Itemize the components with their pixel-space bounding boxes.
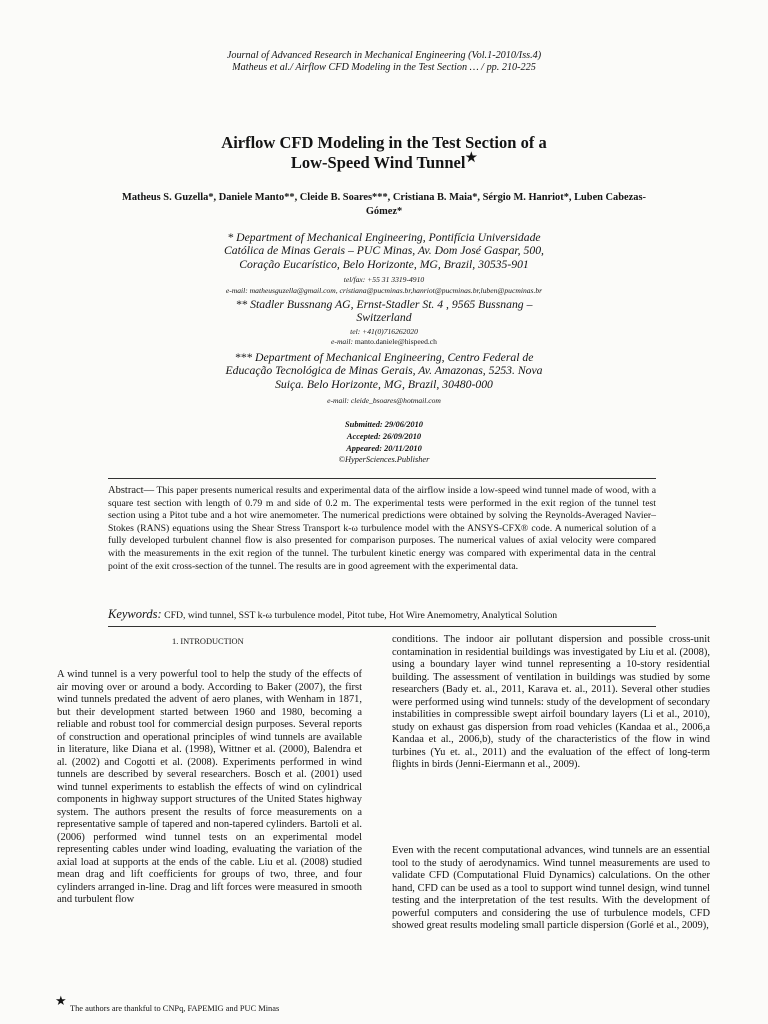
affiliation-3-line-3: Suiça. Belo Horizonte, MG, Brazil, 30480-000 xyxy=(275,377,493,391)
affiliation-1-line-1: * Department of Mechanical Engineering, Pontifícia Universidade xyxy=(227,231,541,244)
footnote-star-icon: ★ xyxy=(55,993,67,1008)
intro-paragraph-2: conditions. The indoor air pollutant dispersion and possible cross-unit contamination in residential buildings was investigated by Liu et al. (2008), using a boundary layer wind tunnel representing a 10-story residential building. The assessment of ventilation in buildings was studied by some researchers (Bady et. al., 2011, Karava et. al., 2011). Several other studies were performed using wind tunnels: study of the development of secondary instabilities in compressible swept airfoil boundary layers (Li et al., 2010), study on exhaust gas dispersion from road vehicles (Kandaa et al., 2006,a Kandaa et al., 2006,b), study of the characteristics of the flow in wind turbines (Yu et. al., 2011) and the evaluation of the effect of long-term flights in birds (Jenni-Eiermann et al., 2009). xyxy=(392,634,710,770)
affiliation-1-line-2: Católica de Minas Gerais – PUC Minas, Av. Dom José Gaspar, 500, xyxy=(224,244,544,258)
email-value: manto.daniele@hispeed.ch xyxy=(354,337,437,346)
authors-line-1: Matheus S. Guzella*, Daniele Manto**, Cleide B. Soares***, Cristiana B. Maia*, Sérgio M. Hanriot*, Luben Cabezas- xyxy=(122,192,646,203)
abstract-label: Abstract— xyxy=(108,485,155,496)
affiliation-3 xyxy=(0,351,768,391)
keywords-bottom-rule xyxy=(108,626,656,627)
publisher: ©HyperSciences.Publisher xyxy=(338,455,430,465)
abstract xyxy=(108,485,656,573)
left-column xyxy=(57,669,362,907)
affiliation-3-email: e-mail: cleide_bsoares@hotmail.com xyxy=(327,396,441,405)
title-line-2 xyxy=(0,149,768,173)
affiliation-1-line-3: Coração Eucarístico, Belo Horizonte, MG, Brazil, 30535-901 xyxy=(239,257,529,271)
affiliation-2 xyxy=(0,298,768,325)
affiliation-3-line-2: Educação Tecnológica de Minas Gerais, Av. Amazonas, 5253. Nova xyxy=(225,364,543,378)
publication-dates xyxy=(0,419,768,466)
affiliation-3-line-1: *** Department of Mechanical Engineering, Centro Federal de xyxy=(234,351,534,364)
journal-reference xyxy=(0,50,768,73)
intro-paragraph-3: Even with the recent computational advances, wind tunnels are an essential tool to the study of aerodynamics. Wind tunnel measurements are used to validate CFD (Computational Fluid Dynamics) calculations. On the other hand, CFD can be used as a tool to support wind tunnel design, wind tunnel testing and the interpretation of the test results. With the development of powerful computers and considering the use of turbulence models, CFD showed great results modeling small particle dispersion (Gorlé et al., 2009), xyxy=(392,845,710,931)
section-heading: 1. INTRODUCTION xyxy=(172,637,244,646)
intro-paragraph-1: A wind tunnel is a very powerful tool to help the study of the effects of air moving over or around a body. According to Baker (2007), the first wind tunnels predated the advent of aero planes, with Wenham in 1871, but their development started between 1960 and 1980, becoming a reliable and robust tool for commercial design purposes. Several reports of construction and operational principles of wind tunnels are available in literature, like Diana et al. (1998), Wittner et al. (2000), Balendra et al. (2002) and Cogotti et al. (2008). Experiments performed in wind tunnels are described by several researchers. Bosch et al. (2001) used wind tunnel experiments to establish the effects of wind on cylindrical components in highway support structures of the United States highway system. The authors present the results of force measurements on a representative sample of tapered and non-tapered cylinders. Bartoli et al. (2006) performed wind tunnel tests on an experimental model representing cables under wind loading, evaluating the variation of the axial load at supports at the ends of the cable. Liu et al. (2008) studied mean drag and lift coefficients for groups of two, three, and four cylinders arranged in-line. Drag and lift forces were measured in smooth and turbulent flow xyxy=(57,669,362,905)
abstract-text: This paper presents numerical results and experimental data of the airflow inside a low-speed wind tunnel made of wood, with a square test section with length of 0.79 m and side of 0.2 m. The experimental tests were performed in the exit region of the tunnel test section using a Pitot tube and a hot wire anemometer. The numerical predictions were obtained by solving the Reynolds-Averaged Navier–Stokes (RANS) equations using the Shear Stress Transport k-ω turbulence model with the ANSYS-CFX® code. A numerical solution of a fully developed turbulent channel flow is also presented for comparison purposes. The numerical values of axial velocity were compared with the measurements in the exit region of the tunnel. The turbulent kinetic energy was compared with experimental data in the central point of the exit cross-section of the tunnel. The results are in good agreement with the experimental data. xyxy=(108,485,656,572)
affiliation-2-line-2: Switzerland xyxy=(356,311,412,325)
affiliation-1-tel: tel/fax: +55 31 3319-4910 xyxy=(343,275,425,284)
accepted-date: Accepted: 26/09/2010 xyxy=(346,431,422,441)
keywords xyxy=(108,608,656,622)
running-title-line: Matheus et al./ Airflow CFD Modeling in the Test Section … / pp. 210-225 xyxy=(232,61,536,73)
affiliation-2-line-1: ** Stadler Bussnang AG, Ernst-Stadler St. 4 , 9565 Bussnang – xyxy=(235,298,533,311)
journal-line: Journal of Advanced Research in Mechanical Engineering (Vol.1-2010/Iss.4) xyxy=(226,50,542,61)
appeared-date: Appeared: 20/11/2010 xyxy=(346,443,422,453)
affiliation-1-email: e-mail: matheusguzella@gmail.com, cristiana@pucminas.br,hanriot@pucminas.br,luben@pucminas.br xyxy=(225,286,543,295)
title-line-1: Airflow CFD Modeling in the Test Section of a xyxy=(221,133,547,152)
email-label: e-mail: xyxy=(331,337,353,346)
keywords-label: Keywords: xyxy=(108,607,162,621)
paper-title xyxy=(0,133,768,172)
affiliation-2-email xyxy=(0,337,768,347)
abstract-top-rule xyxy=(108,478,656,479)
footnote: The authors are thankful to CNPq, FAPEMIG and PUC Minas xyxy=(70,1004,280,1013)
submitted-date: Submitted: 29/06/2010 xyxy=(345,420,423,429)
author-list xyxy=(58,191,710,218)
authors-line-2: Gómez* xyxy=(365,205,403,217)
star-icon: ★ xyxy=(465,149,478,164)
right-column-bottom xyxy=(392,845,710,933)
affiliation-2-tel: tel: +41(0)716262020 xyxy=(350,327,418,336)
affiliation-1 xyxy=(0,231,768,271)
right-column-top xyxy=(392,634,710,772)
title-line-2-text: Low-Speed Wind Tunnel xyxy=(290,152,466,172)
keywords-text: CFD, wind tunnel, SST k-ω turbulence model, Pitot tube, Hot Wire Anemometry, Analytical Solution xyxy=(161,610,558,621)
